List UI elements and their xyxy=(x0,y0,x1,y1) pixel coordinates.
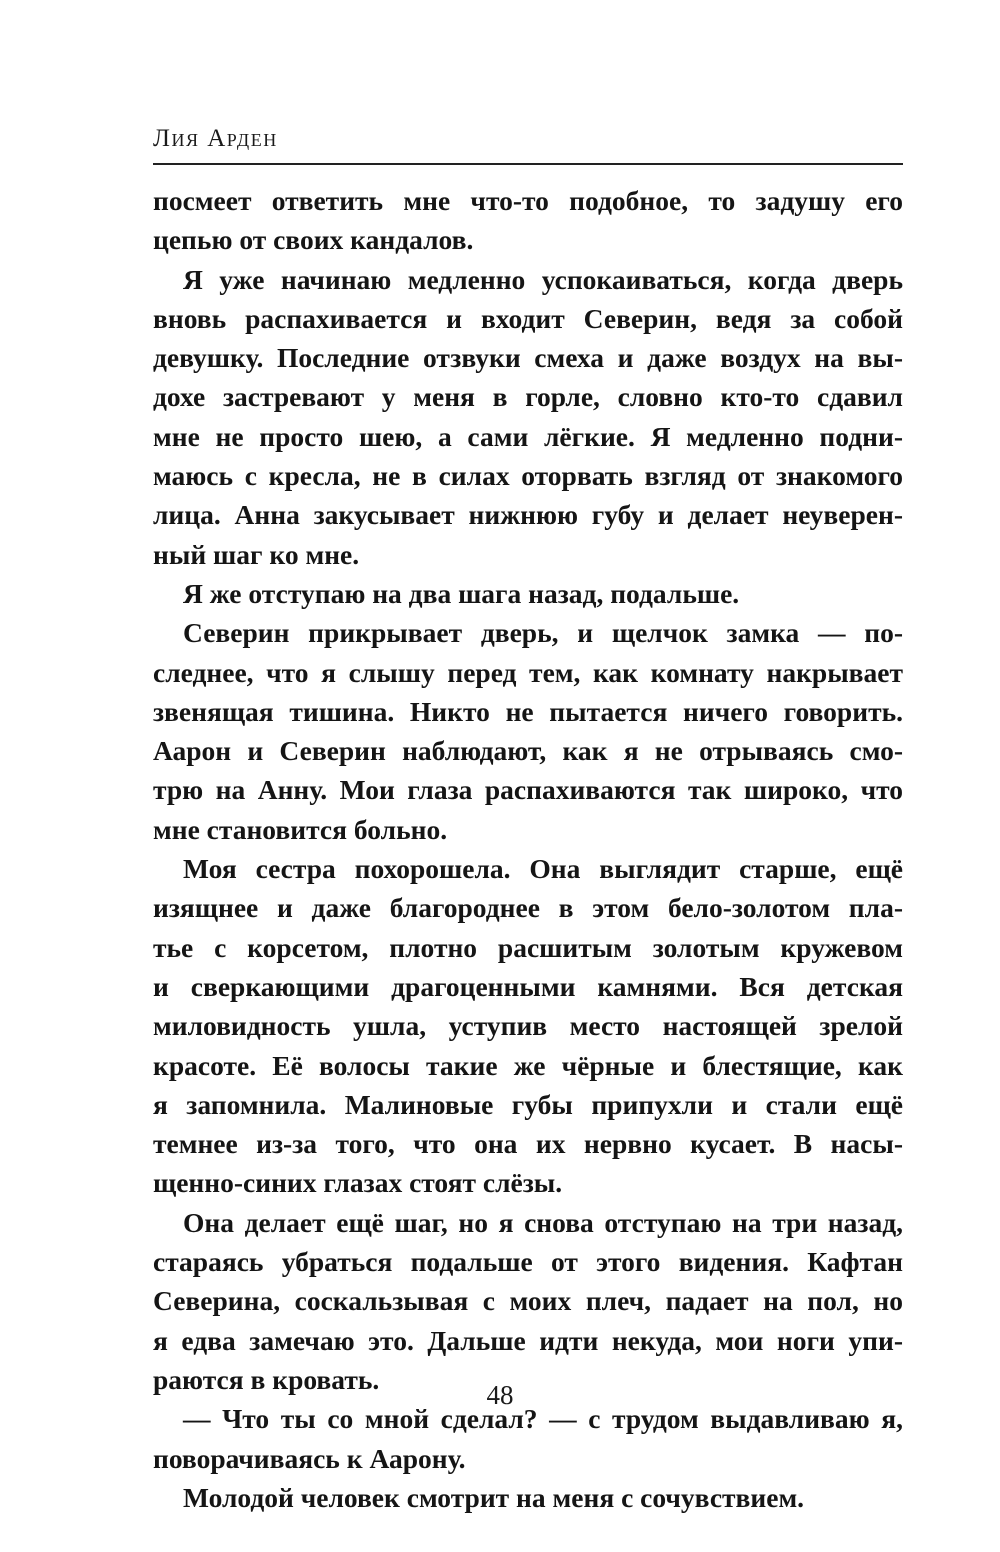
text-line: трю на Анну. Мои глаза распахиваются так широко, что xyxy=(153,774,903,806)
text-line: дохе застревают у меня в горле, словно кто-то сдавил xyxy=(153,381,903,413)
text-line: Северина, соскальзывая с моих плеч, падает на пол, но xyxy=(153,1285,903,1317)
text-line: Она делает ещё шаг, но я снова отступаю на три назад, xyxy=(183,1206,903,1238)
text-line: вновь распахивается и входит Северин, ведя за собой xyxy=(153,302,903,334)
text-line: Моя сестра похорошела. Она выглядит старше, ещё xyxy=(183,853,903,885)
text-line: изящнее и даже благороднее в этом бело-золотом пла- xyxy=(153,892,903,924)
text-line: тье с корсетом, плотно расшитым золотым кружевом xyxy=(153,931,903,963)
text-line: и сверкающими драгоценными камнями. Вся детская xyxy=(153,970,903,1002)
body-text xyxy=(153,181,903,1517)
text-line: я едва замечаю это. Дальше идти некуда, мои ноги упи- xyxy=(153,1324,903,1356)
text-line: раются в кровать. xyxy=(153,1363,380,1395)
text-line: лица. Анна закусывает нижнюю губу и делает неуверен- xyxy=(153,499,903,531)
text-line: девушку. Последние отзвуки смеха и даже воздух на вы- xyxy=(153,342,903,374)
text-line: темнее из-за того, что она их нервно кусает. В насы- xyxy=(153,1128,903,1160)
text-line: Молодой человек смотрит на меня с сочувствием. xyxy=(183,1481,805,1513)
text-line: Аарон и Северин наблюдают, как я не отрываясь смо- xyxy=(153,735,903,767)
text-line: звенящая тишина. Никто не пытается ничего говорить. xyxy=(153,695,903,727)
text-line: цепью от своих кандалов. xyxy=(153,224,474,256)
text-line: Я же отступаю на два шага назад, подальше. xyxy=(183,577,740,609)
text-line: щенно-синих глазах стоят слёзы. xyxy=(153,1167,563,1199)
text-line: красоте. Её волосы такие же чёрные и блестящие, как xyxy=(153,1049,903,1081)
text-line: посмеет ответить мне что-то подобное, то задушу его xyxy=(153,185,903,216)
header-rule xyxy=(153,163,903,165)
text-line: — Что ты со мной сделал? — с трудом выдавливаю я, xyxy=(183,1403,903,1435)
text-line: маюсь с кресла, не в силах оторвать взгляд от знакомого xyxy=(153,460,903,492)
text-line: мне становится больно. xyxy=(153,813,448,845)
text-line: я запомнила. Малиновые губы припухли и стали ещё xyxy=(153,1088,903,1120)
text-line: следнее, что я слышу перед тем, как комнату накрывает xyxy=(153,656,903,688)
text-line: поворачиваясь к Аарону. xyxy=(153,1442,466,1474)
text-line: ный шаг ко мне. xyxy=(153,538,360,570)
text-line: стараясь убраться подальше от этого видения. Кафтан xyxy=(153,1246,903,1278)
text-line: миловидность ушла, уступив место настоящей зрелой xyxy=(153,1010,903,1042)
text-line: Северин прикрывает дверь, и щелчок замка — по- xyxy=(183,617,903,649)
page-number: 48 xyxy=(486,1380,514,1410)
text-line: Я уже начинаю медленно успокаиваться, когда дверь xyxy=(183,263,903,295)
running-head: Лия Арден xyxy=(153,125,278,152)
text-line: мне не просто шею, а сами лёгкие. Я медленно подни- xyxy=(153,420,903,452)
